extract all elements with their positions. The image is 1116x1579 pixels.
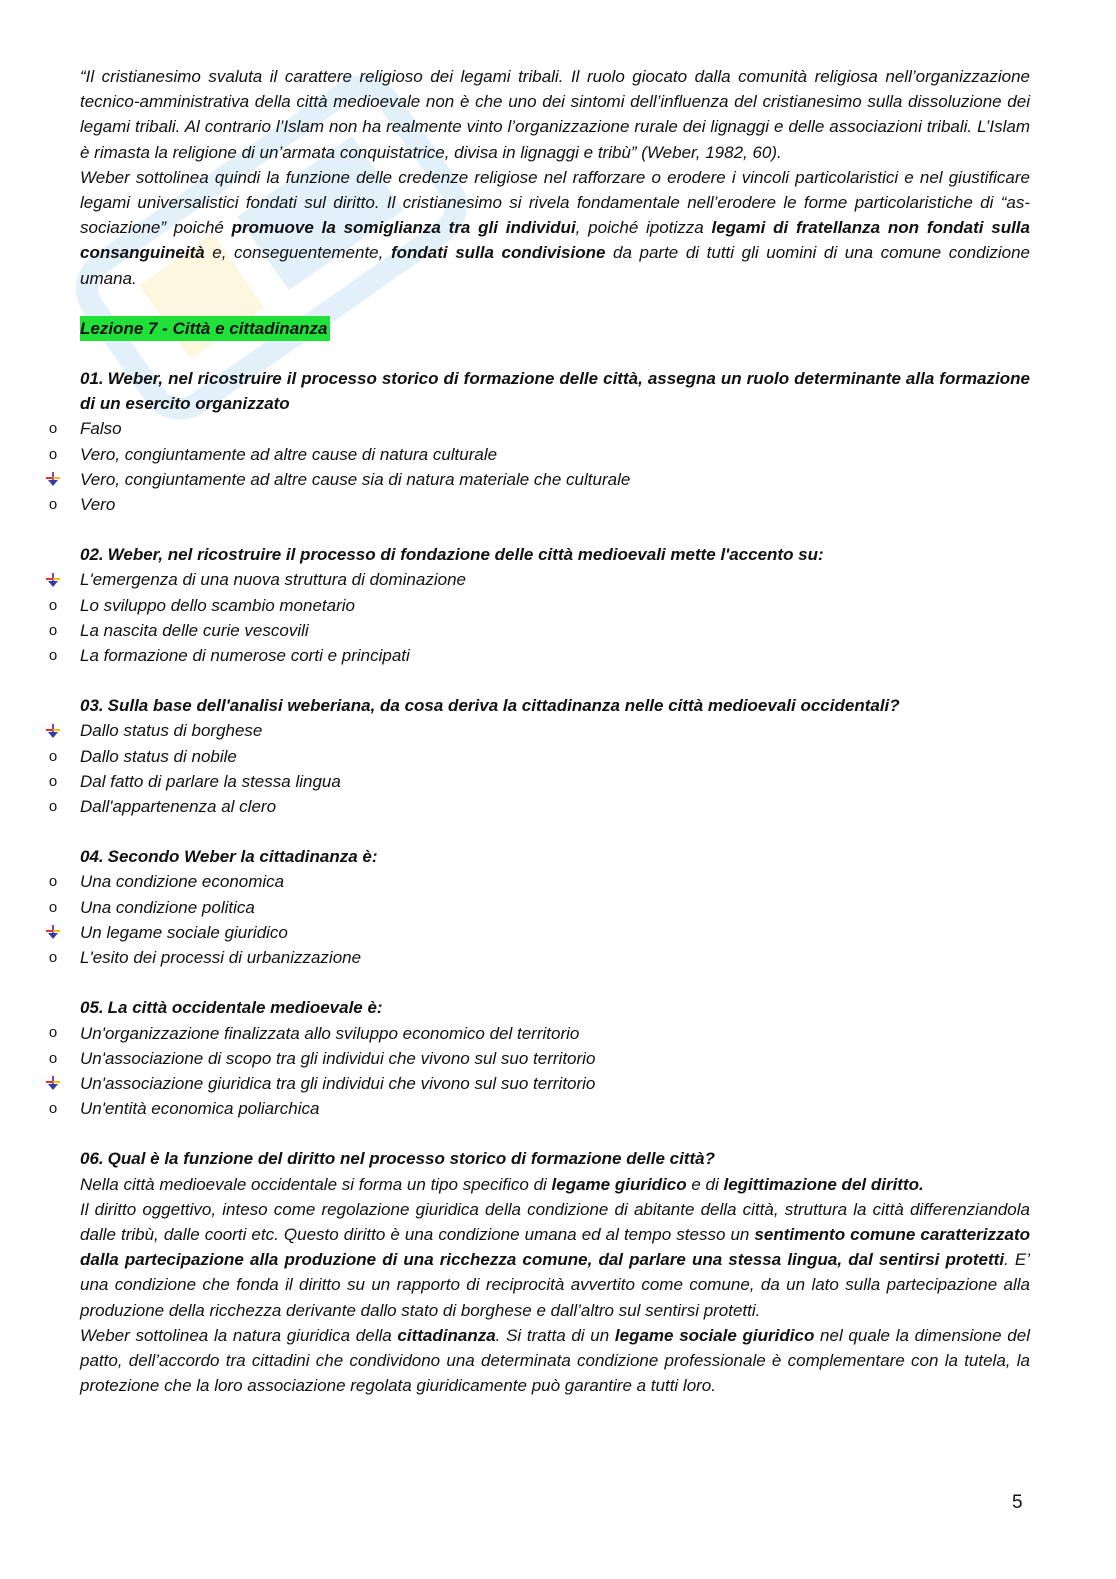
option-item: [48, 769, 1030, 794]
correct-answer-icon: [44, 718, 62, 743]
correct-answer-icon: [44, 1071, 62, 1096]
option-item-correct: [80, 920, 1030, 945]
text-run: e di: [686, 1174, 724, 1194]
option-item: [48, 618, 1030, 643]
question-text: [80, 366, 1030, 416]
text-run: Il diritto oggettivo, inteso come regolazione giuridica della condizione di abitante della città, struttura la città differenziandola dalle tribù, dalle coorti etc. Questo diritto è una condizione umana ed al tempo stesso un: [80, 1199, 1030, 1244]
hollow-circle-bullet-icon: o: [48, 949, 58, 966]
option-item: [48, 442, 1030, 467]
answer-paragraph: [80, 1172, 1030, 1197]
option-label: L'emergenza di una nuova struttura di dominazione: [80, 570, 466, 590]
question-label: Weber, nel ricostruire il processo di fondazione delle città medioevali mette l'accento su:: [107, 545, 824, 565]
option-item: [48, 416, 1030, 441]
question-number: 01.: [80, 369, 104, 389]
option-label: La nascita delle curie vescovili: [80, 620, 309, 640]
options-list: [48, 718, 1030, 819]
question-block: [48, 995, 1030, 1121]
option-label: La formazione di numerose corti e principati: [80, 646, 410, 666]
option-label: Dal fatto di parlare la stessa lingua: [80, 771, 341, 791]
bold-text: legame sociale giuridico: [614, 1325, 815, 1345]
intro-paragraph: [80, 64, 1030, 165]
bold-text: cittadinanza: [397, 1325, 496, 1345]
answer-paragraph: [80, 1323, 1030, 1399]
bold-text: legami di fratellanza non fondati sulla consanguineità: [80, 218, 1030, 263]
bold-text: promuove la somiglianza tra gli individui: [231, 218, 576, 238]
hollow-circle-bullet-icon: o: [48, 420, 58, 438]
open-question-number: 06.: [80, 1149, 104, 1169]
question-label: Weber, nel ricostruire il processo storico di formazione delle città, assegna un ruolo determinante alla formazione di un esercito organizzato: [80, 369, 1030, 414]
option-label: Dallo status di nobile: [80, 746, 237, 766]
bold-text: sentimento comune caratterizzato dalla partecipazione alla produzione di una ricchezza comune, dal parlare una stessa lingua, dal sentirsi protetti: [80, 1224, 1030, 1270]
intro-section: [80, 64, 1030, 291]
option-label: Un'associazione di scopo tra gli individui che vivono sul suo territorio: [80, 1048, 596, 1068]
question-block: [48, 542, 1030, 668]
option-item: [48, 492, 1030, 517]
option-label: Un'entità economica poliarchica: [80, 1099, 320, 1119]
options-list: [48, 1021, 1030, 1122]
option-item: [48, 1046, 1030, 1071]
text-run: Weber sottolinea quindi la funzione delle credenze religiose nel rafforzare o erodere i vincoli particolaristici e nel giustificare legami universalistici fondati sul diritto. Il cristianesimo si rivela fondamentale nell’erodere le forme particolaristiche di “as-sociazione” poiché: [80, 167, 1030, 238]
hollow-circle-bullet-icon: o: [48, 646, 58, 664]
answer-paragraph: [80, 1197, 1030, 1323]
option-item-correct: [80, 718, 1030, 743]
option-label: Vero: [80, 495, 116, 515]
text-run: e, conseguentemente,: [204, 243, 391, 263]
question-text: [80, 995, 1030, 1020]
lesson-title: Lezione 7 - Città e cittadinanza: [80, 316, 330, 341]
hollow-circle-bullet-icon: o: [48, 873, 58, 891]
option-label: Vero, congiuntamente ad altre cause di natura culturale: [80, 444, 498, 464]
hollow-circle-bullet-icon: o: [48, 495, 58, 513]
option-item-correct: [80, 567, 1030, 592]
text-run: da parte di tutti gli uomini di una comune condizione umana.: [80, 243, 1031, 288]
option-label: Un'organizzazione finalizzata allo sviluppo economico del territorio: [80, 1023, 580, 1043]
option-item: [48, 895, 1030, 920]
option-item: [48, 744, 1030, 769]
hollow-circle-bullet-icon: o: [48, 797, 58, 815]
option-item: [48, 945, 1030, 970]
question-label: La città occidentale medioevale è:: [107, 998, 383, 1018]
open-question-answer: [80, 1172, 1030, 1399]
open-question: [80, 1146, 1030, 1398]
option-label: Una condizione politica: [80, 897, 255, 917]
correct-answer-icon: [44, 920, 62, 945]
bold-text: legame giuridico: [551, 1174, 687, 1194]
text-run: Nella città medioevale occidentale si forma un tipo specifico di: [80, 1174, 552, 1194]
option-item: [48, 593, 1030, 618]
option-item-correct: [80, 467, 1030, 492]
option-item: [48, 1096, 1030, 1121]
question-text: [80, 542, 1030, 567]
hollow-circle-bullet-icon: o: [48, 596, 58, 614]
text-run: “Il cristianesimo svaluta il carattere religioso dei legami tribali. Il ruolo giocato dalla comunità religiosa nell’organizzazione tecnico-amministrativa della città medioevale non è che uno dei sintomi dell’influenza del cristianesimo sulla dissoluzione dei legami tribali. Al contrario l’Islam non ha realmente vinto l’organizzazione rurale dei lignaggi e delle associazioni tribali. L’Islam è rimasta la religione di un’armata conquistatrice, divisa in lignaggi e tribù” (Weber, 1982, 60).: [80, 67, 1030, 162]
option-item: [48, 1021, 1030, 1046]
text-run: . Si tratta di un: [495, 1325, 615, 1345]
hollow-circle-bullet-icon: o: [48, 445, 58, 463]
option-label: Falso: [80, 419, 122, 439]
hollow-circle-bullet-icon: o: [48, 772, 58, 790]
option-item: [48, 643, 1030, 668]
text-run: . E’ una condizione che fonda il diritto su un rapporto di reciprocità avvertito come comune, da un lato sulla partecipazione alla produzione della ricchezza derivante dallo stato di borghese e dall’altro sul sentirsi protetti.: [80, 1250, 1031, 1320]
options-list: [48, 567, 1030, 668]
document-page: [48, 64, 1031, 1398]
text-run: , poiché ipotizza: [575, 218, 712, 238]
option-item-correct: [80, 1071, 1030, 1096]
hollow-circle-bullet-icon: o: [48, 747, 58, 765]
question-text: [80, 693, 1030, 718]
question-label: Secondo Weber la cittadinanza è:: [107, 847, 378, 867]
option-label: Un'associazione giuridica tra gli individui che vivono sul suo territorio: [80, 1073, 596, 1093]
options-list: [48, 869, 1030, 970]
option-label: Una condizione economica: [80, 872, 285, 892]
option-label: Vero, congiuntamente ad altre cause sia di natura materiale che culturale: [80, 469, 631, 489]
options-list: [48, 416, 1030, 517]
question-number: 03.: [80, 696, 104, 716]
question-block: [48, 693, 1030, 819]
open-question-text: [80, 1146, 1030, 1171]
question-text: [80, 844, 1030, 869]
questions-list: [48, 366, 1030, 1121]
intro-paragraph: [80, 165, 1030, 291]
hollow-circle-bullet-icon: o: [48, 898, 58, 916]
question-label: Sulla base dell'analisi weberiana, da cosa deriva la cittadinanza nelle città medioevali occidentali?: [107, 696, 900, 716]
page-number: 5: [1012, 1492, 1023, 1513]
open-question-label: Qual è la funzione del diritto nel processo storico di formazione delle città?: [107, 1149, 716, 1169]
hollow-circle-bullet-icon: o: [48, 1049, 58, 1067]
option-label: L'esito dei processi di urbanizzazione: [80, 948, 362, 968]
correct-answer-icon: [44, 467, 62, 492]
text-run: Weber sottolinea la natura giuridica della: [80, 1325, 398, 1345]
question-number: 05.: [80, 998, 104, 1018]
bold-text: fondati sulla condivisione: [390, 243, 606, 263]
hollow-circle-bullet-icon: o: [48, 1024, 58, 1042]
hollow-circle-bullet-icon: o: [48, 621, 58, 639]
question-block: [48, 844, 1030, 970]
option-item: [48, 794, 1030, 819]
option-item: [48, 869, 1030, 894]
text-run: nel quale la dimensione del patto, dell’accordo tra cittadini che condividono una determinata condizione professionale è complementare con la tutela, la protezione che la loro associazione regolata giuridicamente può garantire a tutti loro.: [80, 1325, 1030, 1396]
option-label: Un legame sociale giuridico: [80, 922, 288, 942]
correct-answer-icon: [44, 567, 62, 592]
bold-text: legittimazione del diritto.: [723, 1174, 924, 1194]
option-label: Lo sviluppo dello scambio monetario: [80, 595, 355, 615]
question-number: 02.: [80, 545, 104, 565]
option-label: Dall'appartenenza al clero: [80, 797, 277, 817]
question-number: 04.: [80, 847, 104, 867]
hollow-circle-bullet-icon: o: [48, 1100, 58, 1118]
question-block: [48, 366, 1030, 517]
option-label: Dallo status di borghese: [80, 721, 263, 741]
